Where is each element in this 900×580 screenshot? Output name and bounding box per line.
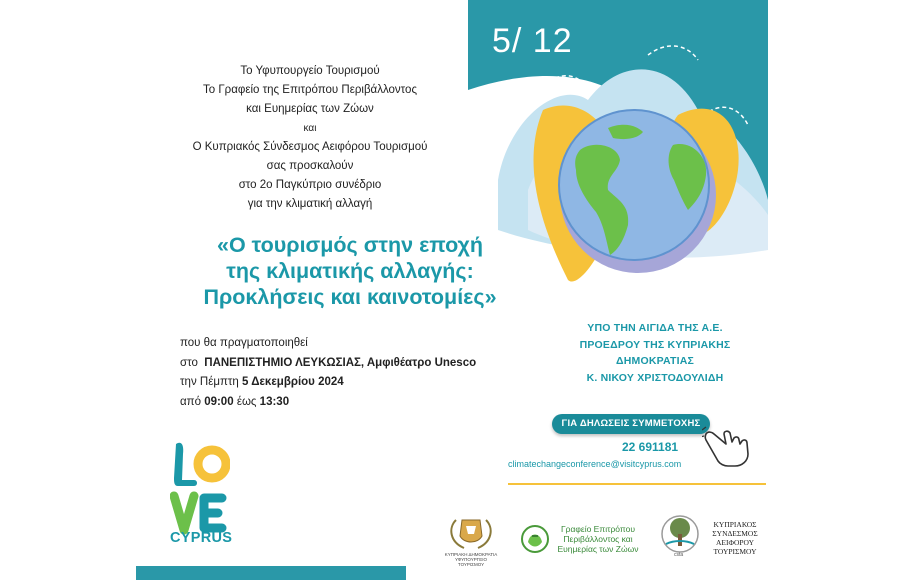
event-date: 5/ 12 bbox=[492, 22, 573, 60]
event-full-date: 5 Δεκεμβρίου 2024 bbox=[242, 376, 344, 388]
aegis-text bbox=[540, 320, 770, 386]
phone-number[interactable]: 22 691181 bbox=[622, 440, 679, 454]
start-time: 09:00 bbox=[204, 395, 234, 408]
intro-line: στο 2ο Παγκύπριο συνέδριο bbox=[238, 179, 382, 191]
intro-line: για την κλιματική αλλαγή bbox=[247, 198, 373, 210]
event-details bbox=[180, 334, 476, 412]
details-text: από bbox=[180, 395, 201, 408]
email-link[interactable]: climatechangeconference@visitcyprus.com bbox=[508, 459, 682, 469]
environment-commissioner-logo bbox=[520, 522, 640, 558]
title-line: «Ο τουρισμός στην εποχή bbox=[216, 233, 484, 257]
association-line: ΚΥΠΡΙΑΚΟΣ bbox=[713, 520, 757, 529]
cyprus-emblem-icon bbox=[442, 512, 500, 552]
cyprus-wordmark: CYPRUS bbox=[170, 530, 233, 546]
divider-line bbox=[508, 483, 766, 485]
intro-line: και Ευημερίας των Ζώων bbox=[246, 103, 374, 115]
details-text: την Πέμπτη bbox=[180, 376, 239, 388]
aegis-line: ΠΡΟΕΔΡΟΥ ΤΗΣ ΚΥΠΡΙΑΚΗΣ bbox=[579, 338, 731, 351]
sustainable-tourism-association-logo bbox=[658, 514, 768, 564]
pointing-hand-icon bbox=[702, 424, 754, 468]
details-line-1 bbox=[180, 334, 476, 354]
details-line-venue bbox=[180, 354, 476, 374]
details-text: που θα πραγματοποιηθεί bbox=[180, 337, 308, 349]
commissioner-emblem-icon bbox=[520, 522, 550, 556]
details-text: έως bbox=[236, 395, 257, 408]
intro-line: σας προσκαλούν bbox=[266, 160, 354, 172]
ministry-caption-line: ΚΥΠΡΙΑΚΗ ΔΗΜΟΚΡΑΤΙΑ bbox=[444, 552, 498, 557]
ministry-caption bbox=[442, 552, 500, 567]
association-line: ΣΥΝΔΕΣΜΟΣ bbox=[712, 529, 758, 538]
association-line: ΑΕΙΦΟΡΟΥ bbox=[715, 538, 755, 547]
end-time: 13:30 bbox=[259, 395, 290, 408]
commissioner-line: Περιβάλλοντος και bbox=[563, 534, 633, 544]
details-text: στο bbox=[180, 356, 198, 369]
intro-line: Το Γραφείο της Επιτρόπου Περιβάλλοντος bbox=[203, 84, 417, 96]
intro-line: Το Υφυπουργείο Τουρισμού bbox=[240, 65, 380, 77]
intro-line: και bbox=[303, 123, 317, 134]
venue-name: ΠΑΝΕΠΙΣΤΗΜΙΟ ΛΕΥΚΩΣΙΑΣ, Αμφιθέατρο Unesco bbox=[204, 356, 477, 369]
association-text bbox=[704, 520, 766, 556]
commissioner-line: Ευημερίας των Ζώων bbox=[557, 544, 639, 554]
association-line: ΤΟΥΡΙΣΜΟΥ bbox=[713, 547, 757, 556]
details-line-time bbox=[180, 393, 476, 413]
aegis-line: Κ. ΝΙΚΟΥ ΧΡΙΣΤΟΔΟΥΛΙΔΗ bbox=[586, 371, 724, 384]
commissioner-text bbox=[552, 524, 644, 554]
bottom-accent-bar bbox=[136, 566, 406, 580]
aegis-line: ΔΗΜΟΚΡΑΤΙΑΣ bbox=[616, 355, 694, 367]
intro-line: Ο Κυπριακός Σύνδεσμος Αειφόρου Τουρισμού bbox=[192, 141, 428, 153]
title-line: της κλιματικής αλλαγής: bbox=[226, 259, 474, 283]
tree-emblem-icon bbox=[658, 514, 702, 554]
ministry-caption-line: ΥΦΥΠΟΥΡΓΕΙΟ ΤΟΥΡΙΣΜΟΥ bbox=[454, 557, 488, 567]
aegis-line: ΥΠΟ ΤΗΝ ΑΙΓΙΔΑ ΤΗΣ Α.Ε. bbox=[587, 322, 723, 334]
deputy-ministry-tourism-logo bbox=[442, 512, 500, 566]
registration-button[interactable]: ΓΙΑ ΔΗΛΩΣΕΙΣ ΣΥΜΜΕΤΟΧΗΣ bbox=[552, 414, 710, 434]
intro-text bbox=[170, 62, 450, 214]
conference-title bbox=[160, 232, 540, 310]
commissioner-line: Γραφείο Επιτρόπου bbox=[560, 524, 636, 534]
title-line: Προκλήσεις και καινοτομίες» bbox=[203, 285, 497, 309]
association-short-name: csta bbox=[674, 552, 684, 558]
details-line-date bbox=[180, 373, 476, 393]
